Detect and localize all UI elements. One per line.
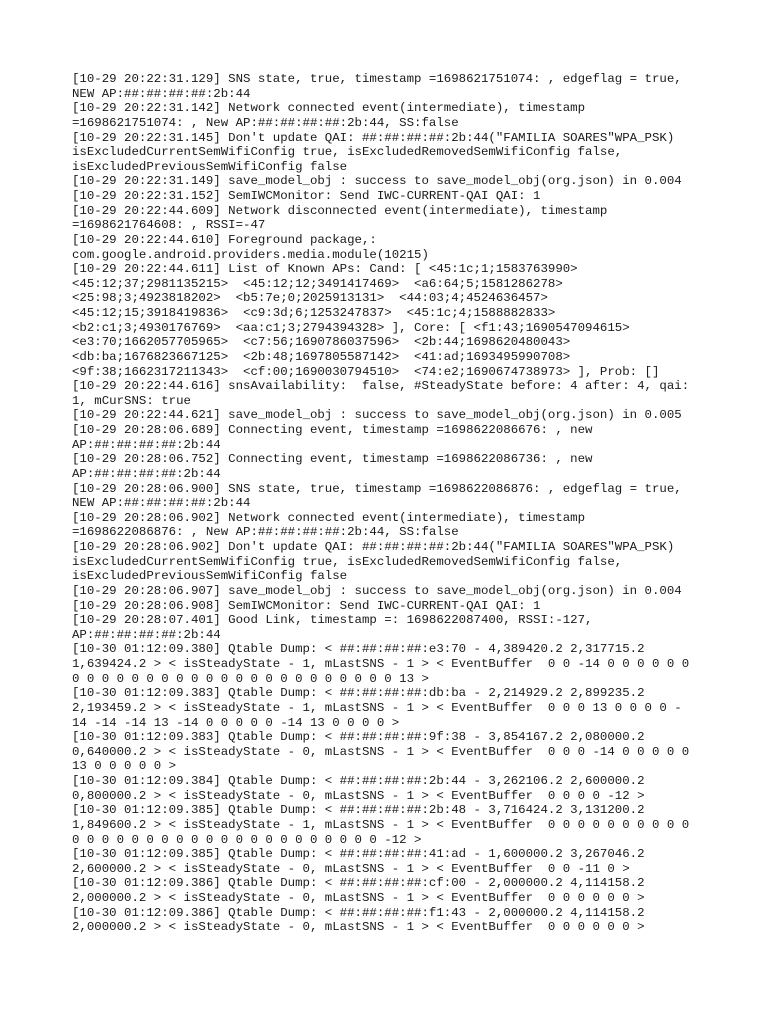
log-line: 0 0 0 0 0 0 0 0 0 0 0 0 0 0 0 0 0 0 0 0 0 -12 > [72,832,422,847]
log-line: isExcludedPreviousSemWifiConfig false [72,159,348,174]
log-line: [10-29 20:22:44.609] Network disconnected event(intermediate), timestamp [72,203,608,218]
log-line: [10-29 20:22:31.145] Don't update QAI: ##:##:##:##:2b:44("FAMILIA SOARES"WPA_PSK) [72,130,675,145]
log-line: [10-30 01:12:09.385] Qtable Dump: < ##:##:##:##:2b:48 - 3,716424.2 3,131200.2 [72,803,645,818]
log-line: 2,000000.2 > < isSteadyState - 0, mLastSNS - 1 > < EventBuffer 0 0 0 0 0 0 > [72,920,645,935]
log-line: [10-30 01:12:09.386] Qtable Dump: < ##:##:##:##:f1:43 - 2,000000.2 4,114158.2 [72,905,645,920]
log-line: 1,849600.2 > < isSteadyState - 1, mLastSNS - 1 > < EventBuffer 0 0 0 0 0 0 0 0 0 0 [72,817,690,832]
log-line: [10-29 20:22:31.129] SNS state, true, timestamp =1698621751074: , edgeflag = true, [72,72,682,86]
log-document [72,72,712,935]
log-line: NEW AP:##:##:##:##:2b:44 [72,496,251,511]
log-body [72,72,712,935]
log-line: [10-29 20:28:06.908] SemIWCMonitor: Send IWC-CURRENT-QAI QAI: 1 [72,598,541,613]
log-line: 14 -14 -14 13 -14 0 0 0 0 0 -14 13 0 0 0 0 > [72,715,400,730]
log-line: <e3:70;1662057705965> <c7:56;1690786037596> <2b:44;1698620480043> [72,335,571,350]
log-line: 2,600000.2 > < isSteadyState - 0, mLastSNS - 1 > < EventBuffer 0 0 -11 0 > [72,861,630,876]
log-line: [10-29 20:28:06.752] Connecting event, timestamp =1698622086736: , new [72,452,593,467]
log-line: =1698621751074: , New AP:##:##:##:##:2b:44, SS:false [72,115,459,130]
log-line: isExcludedCurrentSemWifiConfig true, isExcludedRemovedSemWifiConfig false, [72,554,623,569]
log-line: [10-29 20:22:44.621] save_model_obj : success to save_model_obj(org.json) in 0.005 [72,408,682,423]
log-line: <45:12;37;2981135215> <45:12;12;3491417469> <a6:64;5;1581286278> [72,276,563,291]
log-line: [10-30 01:12:09.384] Qtable Dump: < ##:##:##:##:2b:44 - 3,262106.2 2,600000.2 [72,774,645,788]
log-line: =1698622086876: , New AP:##:##:##:##:2b:44, SS:false [72,525,459,540]
log-line: [10-29 20:28:06.902] Network connected event(intermediate), timestamp [72,510,586,525]
log-line: [10-29 20:28:06.907] save_model_obj : success to save_model_obj(org.json) in 0.004 [72,583,682,598]
log-line: [10-29 20:22:31.142] Network connected event(intermediate), timestamp [72,101,586,116]
log-line: [10-30 01:12:09.385] Qtable Dump: < ##:##:##:##:41:ad - 1,600000.2 3,267046.2 [72,847,645,862]
log-line: [10-29 20:22:44.610] Foreground package,: [72,232,377,247]
log-line: =1698621764608: , RSSI=-47 [72,218,266,233]
log-line: [10-29 20:22:31.149] save_model_obj : success to save_model_obj(org.json) in 0.004 [72,174,682,189]
log-line: 0,800000.2 > < isSteadyState - 0, mLastSNS - 1 > < EventBuffer 0 0 0 0 -12 > [72,788,645,803]
log-line: AP:##:##:##:##:2b:44 [72,466,221,481]
log-line: AP:##:##:##:##:2b:44 [72,437,221,452]
log-line: isExcludedCurrentSemWifiConfig true, isExcludedRemovedSemWifiConfig false, [72,145,623,160]
log-line: [10-30 01:12:09.383] Qtable Dump: < ##:##:##:##:db:ba - 2,214929.2 2,899235.2 [72,686,645,701]
log-line: 1, mCurSNS: true [72,393,191,408]
log-line: [10-30 01:12:09.386] Qtable Dump: < ##:##:##:##:cf:00 - 2,000000.2 4,114158.2 [72,876,645,891]
log-line: <9f:38;1662317211343> <cf:00;1690030794510> <74:e2;1690674738973> ], Prob: [] [72,364,660,379]
log-line: [10-29 20:28:06.689] Connecting event, timestamp =1698622086676: , new [72,423,593,437]
log-line: [10-29 20:28:07.401] Good Link, timestamp =: 1698622087400, RSSI:-127, [72,613,593,628]
log-line: [10-29 20:22:44.611] List of Known APs: Cand: [ <45:1c;1;1583763990> [72,262,578,277]
log-line: [10-29 20:22:44.616] snsAvailability: false, #SteadyState before: 4 after: 4, qai: [72,379,690,394]
log-line: [10-29 20:22:31.152] SemIWCMonitor: Send IWC-CURRENT-QAI QAI: 1 [72,189,541,203]
log-line: <b2:c1;3;4930176769> <aa:c1;3;2794394328> ], Core: [ <f1:43;1690547094615> [72,320,630,335]
log-line: 0 0 0 0 0 0 0 0 0 0 0 0 0 0 0 0 0 0 0 0 0 0 13 > [72,671,429,686]
log-line: 2,000000.2 > < isSteadyState - 0, mLastSNS - 1 > < EventBuffer 0 0 0 0 0 0 > [72,891,645,905]
log-line: 2,193459.2 > < isSteadyState - 1, mLastSNS - 1 > < EventBuffer 0 0 0 13 0 0 0 0 - [72,700,682,715]
log-line: <45:12;15;3918419836> <c9:3d;6;1253247837> <45:1c;4;1588882833> [72,306,556,320]
log-line: [10-29 20:28:06.902] Don't update QAI: ##:##:##:##:2b:44("FAMILIA SOARES"WPA_PSK) [72,540,675,554]
log-line: com.google.android.providers.media.module(10215) [72,247,429,262]
log-line: [10-30 01:12:09.380] Qtable Dump: < ##:##:##:##:e3:70 - 4,389420.2 2,317715.2 [72,642,645,657]
log-line: AP:##:##:##:##:2b:44 [72,627,221,642]
log-line: isExcludedPreviousSemWifiConfig false [72,569,348,584]
log-line: NEW AP:##:##:##:##:2b:44 [72,86,251,101]
log-line: [10-30 01:12:09.383] Qtable Dump: < ##:##:##:##:9f:38 - 3,854167.2 2,080000.2 [72,730,645,745]
log-line: 1,639424.2 > < isSteadyState - 1, mLastSNS - 1 > < EventBuffer 0 0 -14 0 0 0 0 0 0 [72,657,690,671]
log-line: <db:ba;1676823667125> <2b:48;1697805587142> <41:ad;1693495990708> [72,349,571,364]
log-line: 13 0 0 0 0 0 > [72,759,177,774]
log-line: <25:98;3;4923818202> <b5:7e;0;2025913131> <44:03;4;4524636457> [72,291,548,306]
log-line: [10-29 20:28:06.900] SNS state, true, timestamp =1698622086876: , edgeflag = true, [72,481,682,496]
log-line: 0,640000.2 > < isSteadyState - 0, mLastSNS - 1 > < EventBuffer 0 0 0 -14 0 0 0 0 0 [72,744,690,759]
